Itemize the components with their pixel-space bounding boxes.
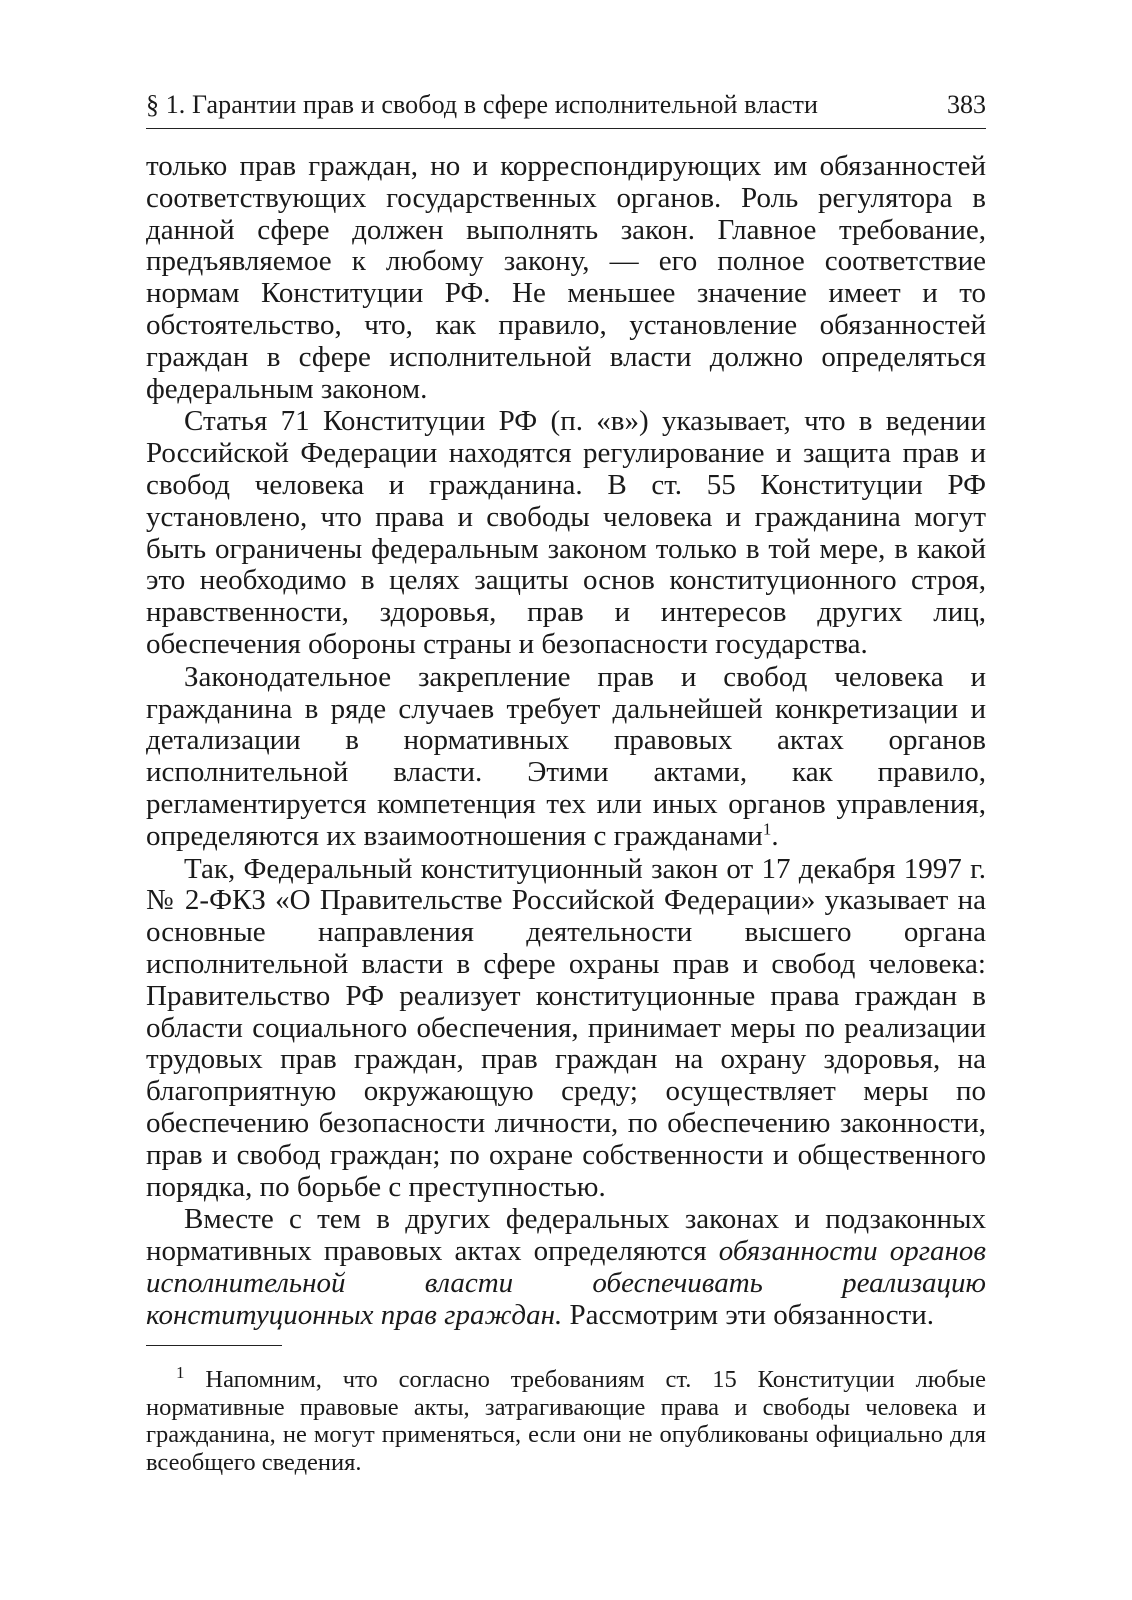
footnote-mark: 1 xyxy=(176,1363,185,1383)
paragraph-continued: только прав граждан, но и корреспондирующих им обязанностей соответствующих государственных органов. Роль регулятора в данной сфере должен выполнять закон. Главное требование, предъявляемое к любому закону, — его полное соответствие нормам Конституции РФ. Не меньшее значение имеет и то обстоятельство, что, как правило, установление обязанностей граждан в сфере исполнительной власти должно определяться федеральным законом. xyxy=(146,150,986,405)
page-number: 383 xyxy=(947,90,986,119)
paragraph xyxy=(146,1204,986,1331)
paragraph xyxy=(146,662,986,853)
footnote-reference[interactable]: 1 xyxy=(762,819,772,839)
paragraph-text-end: . xyxy=(771,819,779,852)
footnote-text: Напомним, что согласно требованиям ст. 15 Конституции любые нормативные правовые акты, затрагивающие права и свободы человека и гражданина, не могут применяться, если они не опубликованы официально для всеобщего сведения. xyxy=(146,1366,986,1476)
book-page xyxy=(146,88,986,1476)
paragraph-text-end: Рассмотрим эти обязанности. xyxy=(562,1298,935,1331)
paragraph-text: Законодательное закрепление прав и свобод человека и гражданина в ряде случаев требует дальнейшей конкретизации и детализации в нормативных правовых актах органов исполнительной власти. Этими актами, как правило, регламентируется компетенция тех или иных органов управления, определяются их взаимоотношения с гражданами xyxy=(146,660,986,852)
main-text xyxy=(146,151,986,1331)
emphasized-text: обязанности органов исполнительной власти обеспечивать реализацию конституционных прав граждан. xyxy=(146,1235,986,1331)
section-title: § 1. Гарантии прав и свобод в сфере исполнительной власти xyxy=(146,90,818,119)
footnote xyxy=(146,1363,986,1476)
paragraph-text: Вместе с тем в других федеральных законах и подзаконных нормативных правовых актах определяются xyxy=(146,1203,986,1268)
paragraph: Так, Федеральный конституционный закон от 17 декабря 1997 г. № 2-ФКЗ «О Правительстве Российской Федерации» указывает на основные направления деятельности высшего органа исполнительной власти в сфере охраны прав и свобод человека: Правительство РФ реализует конституционные права граждан в области социального обеспечения, принимает меры по реализации трудовых прав граждан, прав граждан на охрану здоровья, на благоприятную окружающую среду; осуществляет меры по обеспечению безопасности личности, по обеспечению законности, прав и свобод граждан; по охране собственности и общественного порядка, по борьбе с преступностью. xyxy=(146,852,986,1203)
running-head xyxy=(146,88,986,129)
footnote-divider xyxy=(146,1345,282,1346)
paragraph: Статья 71 Конституции РФ (п. «в») указывает, что в ведении Российской Федерации находятся регулирование и защита прав и свобод человека и гражданина. В ст. 55 Конституции РФ установлено, что права и свободы человека и гражданина могут быть ограничены федеральным законом только в той мере, в какой это необходимо в целях защиты основ конституционного строя, нравственности, здоровья, прав и интересов других лиц, обеспечения обороны страны и безопасности государства. xyxy=(146,405,986,660)
